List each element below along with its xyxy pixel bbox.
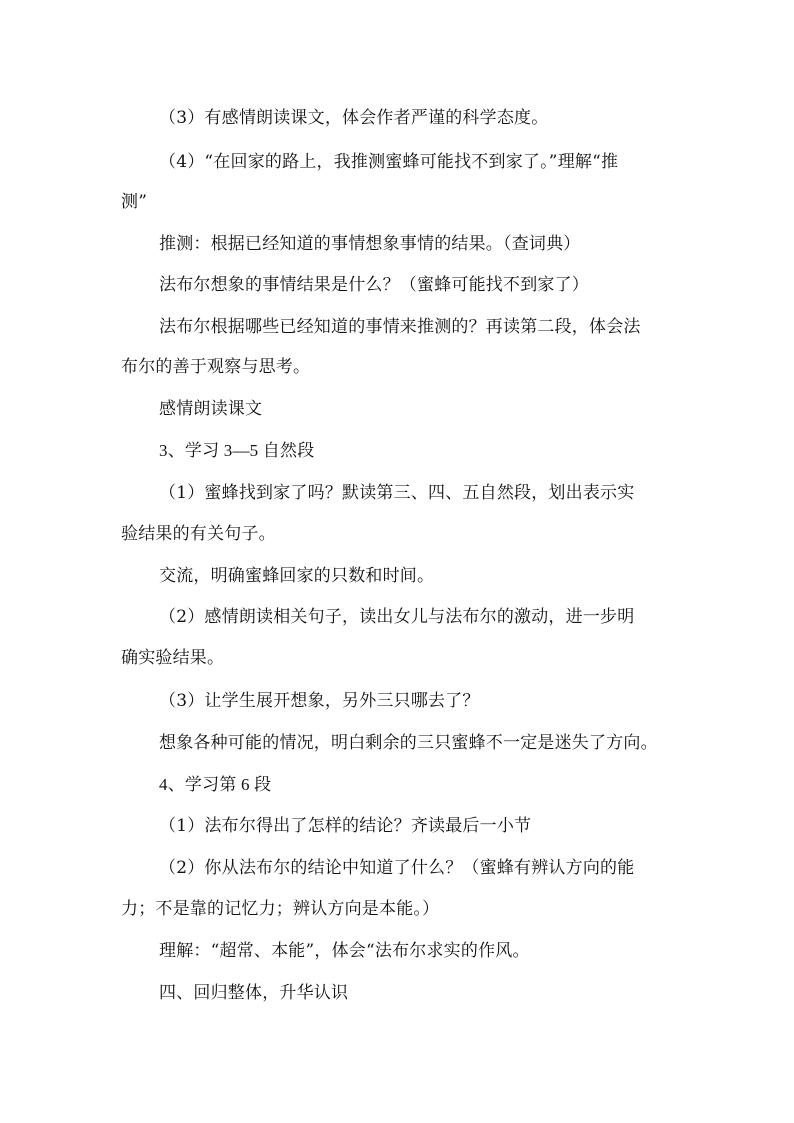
text-line-16: 想象各种可能的情况，明白剩余的三只蜜蜂不一定是迷失了方向。: [159, 733, 658, 753]
text-line-7: 布尔的善于观察与思考。: [121, 357, 311, 377]
text-line-14: 确实验结果。: [121, 648, 225, 668]
text-line-9: 3、学习 3—5 自然段: [159, 441, 315, 460]
text-line-12: 交流，明确蜜蜂回家的只数和时间。: [159, 566, 435, 586]
text-line-20: 力；不是靠的记忆力；辨认方向是本能。）: [121, 899, 440, 919]
text-line-2: （4）“在回家的路上，我推测蜜蜂可能找不到家了。”理解“推: [159, 152, 619, 172]
text-line-13: （2）感情朗读相关句子，读出女儿与法布尔的激动，进一步明: [159, 607, 635, 627]
text-line-1: （3）有感情朗读课文，体会作者严谨的科学态度。: [159, 108, 549, 128]
text-line-5: 法布尔想象的事情结果是什么？（蜜蜂可能找不到家了）: [159, 275, 589, 295]
text-line-19: （2）你从法布尔的结论中知道了什么？（蜜蜂有辨认方向的能: [159, 858, 635, 878]
text-line-21: 理解：“超常、本能”，体会“法布尔求实的作风。: [159, 941, 530, 961]
text-line-10: （1）蜜蜂找到家了吗？默读第三、四、五自然段，划出表示实: [159, 483, 635, 503]
text-line-17: 4、学习第 6 段: [159, 775, 272, 794]
text-line-6: 法布尔根据哪些已经知道的事情来推测的？再读第二段，体会法: [159, 317, 641, 337]
text-line-11: 验结果的有关句子。: [121, 524, 276, 544]
text-line-15: （3）让学生展开想象，另外三只哪去了？: [159, 691, 480, 711]
text-line-8: 感情朗读课文: [159, 399, 263, 419]
text-line-22: 四、回归整体，升华认识: [159, 983, 349, 1003]
text-line-4: 推测：根据已经知道的事情想象事情的结果。（查词典）: [159, 234, 581, 254]
text-line-18: （1）法布尔得出了怎样的结论？齐读最后一小节: [159, 816, 532, 836]
text-line-3: 测”: [121, 192, 148, 212]
